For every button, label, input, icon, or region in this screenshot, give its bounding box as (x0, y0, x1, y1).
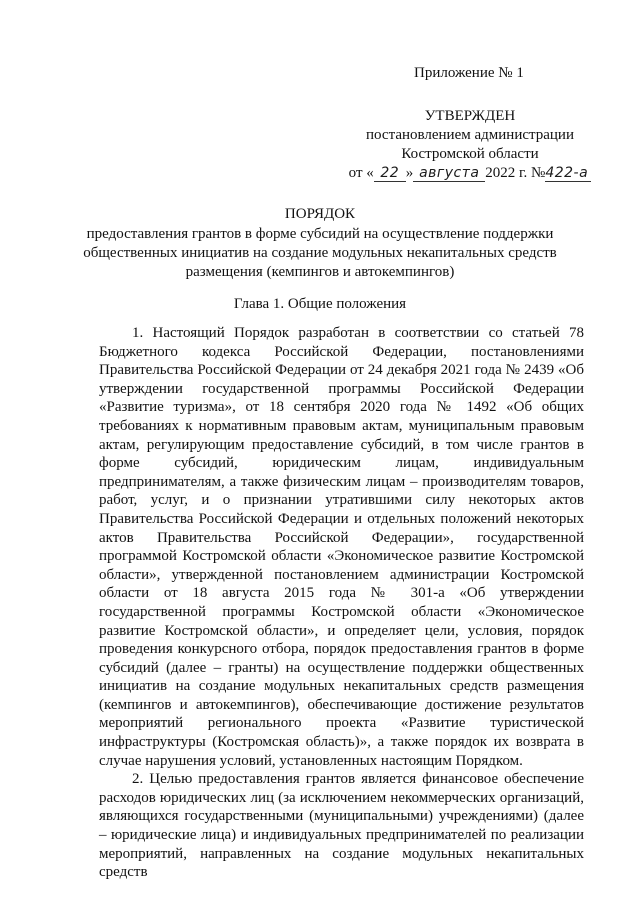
paragraph-1: 1. Настоящий Порядок разработан в соответствии со статьей 78 Бюджетного кодекса Российской Федерации, постановлениями Правительства Российской Федерации от 24 декабря 2021 года № 2439 «Об утверждении государственной программы Российской Федерации «Развитие туризма», от 18 сентября 2020 года № 1492 «Об общих требованиях к нормативным правовым актам, муниципальным правовым актам, регулирующим предоставление субсидий, в том числе грантов в форме субсидий, юридическим лицам, индивидуальным предпринимателям, а также физическим лицам – производителям товаров, работ, услуг, и о признании утратившими силу некоторых актов Правительства Российской Федерации и отдельных положений некоторых актов Правительства Российской Федерации», государственной программой Костромской области «Экономическое развитие Костромской области», утвержденной постановлением администрации Костромской области от 18 августа 2015 года № 301-а «Об утверждении государственной программы Костромской области «Экономическое развитие Костромской области», и определяет цели, условия, порядок проведения конкурсного отбора, порядок предоставления грантов в форме субсидий (далее – гранты) на осуществление поддержки общественных инициатив на создание модульных некапитальных средств размещения (кемпингов и автокемпингов), обеспечивающие достижение результатов мероприятий регионального проекта «Развитие туристической инфраструктуры (Костромская область)», а также порядок их возврата в случае нарушения условий, установленных настоящим Порядком. (99, 325, 584, 769)
approval-stamp (345, 107, 595, 183)
date-quote-close: » (405, 165, 414, 181)
chapter-heading: Глава 1. Общие положения (233, 296, 407, 312)
approved-by-line: постановлением администрации (366, 127, 574, 143)
document-title: ПОРЯДОК (284, 206, 356, 222)
appendix-label: Приложение № 1 (414, 65, 524, 81)
document-body (99, 324, 584, 882)
date-year: 2022 г. № (485, 165, 546, 181)
date-prefix: от « (348, 165, 374, 181)
document-subtitle: предоставления грантов в форме субсидий на осуществление поддержки общественных инициатив на создание модульных некапитальных средств размещения (кемпингов и автокемпингов) (83, 226, 557, 280)
document-title-block (80, 205, 560, 282)
approved-region-line: Костромской области (401, 146, 539, 162)
paragraph-2: 2. Целью предоставления грантов является финансовое обеспечение расходов юридических лиц (за исключением некоммерческих организаций, являющихся государственными (муниципальными) учреждениями) (далее – юридические лица) и индивидуальных предпринимателей по реализации мероприятий, направленных на создание модульных некапитальных средств (99, 771, 584, 881)
handwritten-number: 422-а (545, 166, 591, 182)
handwritten-day: 22 (374, 166, 406, 182)
approved-heading: УТВЕРЖДЕН (424, 108, 516, 124)
approval-date-line (345, 164, 595, 183)
handwritten-month: августа (413, 166, 485, 182)
